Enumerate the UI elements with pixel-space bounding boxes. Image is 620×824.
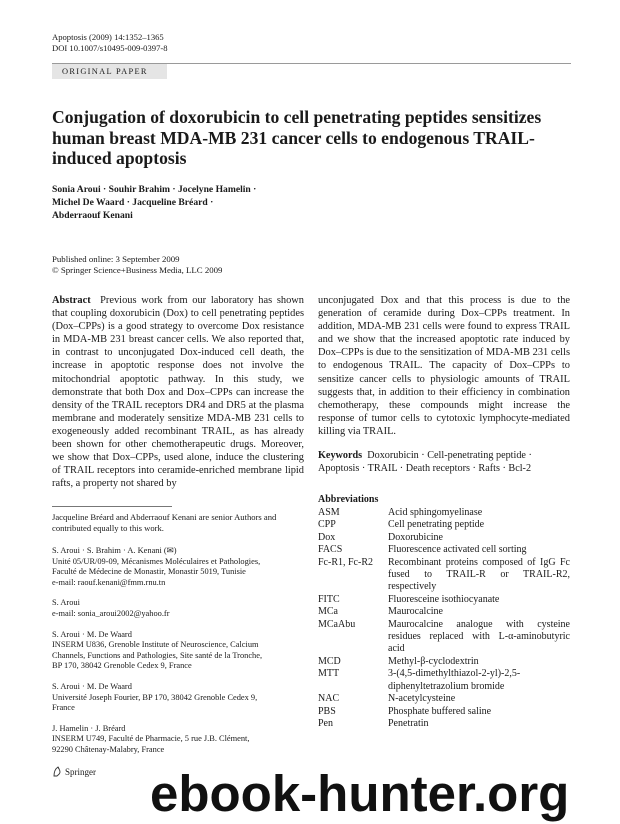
abbreviation-row — [318, 507, 570, 519]
abbreviation-term: ASM — [318, 507, 340, 518]
abbreviation-row — [318, 718, 570, 730]
footnote-rule — [52, 506, 172, 507]
abbreviation-definition: N-acetylcysteine — [388, 693, 456, 705]
affiliation-line: Université Joseph Fourier, BP 170, 38042 Grenoble Cedex 9, — [52, 692, 258, 702]
publisher-footer — [52, 766, 96, 777]
keywords-text: Doxorubicin · Cell-penetrating peptide · Apoptosis · TRAIL · Death receptors · Rafts · Bcl-2 — [318, 450, 532, 474]
affiliation-line: BP 170, 38042 Grenoble Cedex 9, France — [52, 661, 192, 671]
affiliation — [52, 546, 302, 588]
abstract-right-column — [318, 294, 570, 438]
abbreviations-title: Abbreviations — [318, 494, 379, 505]
author-line: Michel De Waard · Jacqueline Bréard · — [52, 197, 214, 208]
abbreviation-term: NAC — [318, 693, 340, 705]
affiliation-line: S. Aroui — [52, 598, 80, 608]
abbreviation-term: CPP — [318, 519, 336, 531]
abbreviation-row — [318, 668, 570, 693]
affiliation-line: J. Hamelin · J. Bréard — [52, 723, 126, 733]
abbreviation-row — [318, 557, 570, 594]
abstract-text-right: unconjugated Dox and that this process is due to the generation of ceramide during Dox–CPPs treatment. In addition, MDA-MB 231 cells were found to express TRAIL and we show that the increased apoptotic rate induced by Dox–CPPs is due to the sensitization of MDA-MB 231 cells to endogenous TRAIL. The capacity of Dox–CPPs to sensitize cancer cells to physiologic amounts of TRAIL suggests that, in addition to their efficiency in combination chemotherapy, these compounds might increase the response of tumor cells to cytotoxic lymphocyte-mediated killing via TRAIL. — [318, 295, 570, 437]
footnote: Jacqueline Bréard and Abderraouf Kenani are senior Authors and contributed equally to this work. — [52, 512, 277, 533]
abbreviation-definition: Maurocalcine — [388, 606, 443, 618]
affiliation — [52, 630, 302, 672]
affiliation-line: Faculté de Médecine de Monastir, Monastir 5019, Tunisie — [52, 567, 246, 577]
abstract-label: Abstract — [52, 295, 91, 306]
abbreviations-list — [318, 507, 570, 730]
abbreviation-row — [318, 706, 570, 718]
abbreviation-term: MTT — [318, 668, 340, 680]
affiliation-line: INSERM U836, Grenoble Institute of Neuroscience, Calcium — [52, 640, 259, 650]
affiliation-email[interactable]: e-mail: sonia_aroui2002@yahoo.fr — [52, 608, 170, 618]
copyright: © Springer Science+Business Media, LLC 2009 — [52, 265, 223, 275]
doi: DOI 10.1007/s10495-009-0397-8 — [52, 43, 168, 53]
abbreviation-definition: Doxorubicine — [388, 531, 443, 543]
abbreviation-definition: 3-(4,5-dimethylthiazol-2-yl)-2,5-diphenyltetrazolium bromide — [388, 668, 521, 692]
springer-horse-icon — [52, 766, 62, 777]
affiliation-line: 92290 Châtenay-Malabry, France — [52, 744, 165, 754]
abbreviation-definition: Cell penetrating peptide — [388, 519, 485, 531]
abbreviation-term: Fc-R1, Fc-R2 — [318, 556, 373, 568]
abbreviation-row — [318, 594, 570, 606]
abstract-left-column — [52, 294, 304, 490]
abbreviation-definition: Fluoresceine isothiocyanate — [388, 593, 500, 605]
abbreviation-term: FITC — [318, 593, 340, 605]
affiliation-email[interactable]: e-mail: raouf.kenani@fmm.rnu.tn — [52, 577, 166, 587]
affiliations — [52, 546, 302, 766]
affiliation-line: S. Aroui · M. De Waard — [52, 681, 132, 691]
abbreviation-term: MCD — [318, 655, 341, 667]
journal-citation: Apoptosis (2009) 14:1352–1365 — [52, 32, 164, 42]
publisher-name: Springer — [65, 766, 96, 777]
abbreviation-definition: Recombinant proteins composed of IgG Fc fused to TRAIL-R or TRAIL-R2, respectively — [388, 556, 570, 593]
section-label: ORIGINAL PAPER — [52, 64, 167, 79]
abbreviation-term: MCaAbu — [318, 618, 356, 630]
abbreviation-definition: Methyl-β-cyclodextrin — [388, 655, 479, 667]
abbreviation-definition: Penetratin — [388, 717, 429, 729]
abbreviation-term: PBS — [318, 705, 336, 717]
abbreviation-row — [318, 544, 570, 556]
affiliation-line: S. Aroui · S. Brahim · A. Kenani (✉) — [52, 546, 177, 555]
keywords — [318, 449, 570, 475]
abbreviation-row — [318, 656, 570, 668]
abbreviation-term: Dox — [318, 531, 336, 543]
author-list — [52, 183, 352, 222]
affiliation — [52, 682, 302, 714]
affiliation-line: S. Aroui · M. De Waard — [52, 629, 132, 639]
abbreviation-definition: Acid sphingomyelinase — [388, 507, 483, 518]
watermark: ebook-hunter.org — [150, 765, 570, 822]
abbreviation-row — [318, 519, 570, 531]
abbreviation-term: FACS — [318, 544, 343, 556]
abbreviation-row — [318, 619, 570, 656]
affiliation-line: INSERM U749, Faculté de Pharmacie, 5 rue J.B. Clément, — [52, 734, 250, 744]
abbreviation-row — [318, 606, 570, 618]
paper-title: Conjugation of doxorubicin to cell penetrating peptides sensitizes human breast MDA-MB 231 cancer cells to endogenous TRAIL-induced apoptosis — [52, 107, 542, 168]
affiliation-line: France — [52, 703, 75, 713]
keywords-label: Keywords — [318, 450, 363, 461]
abstract-text-left: Previous work from our laboratory has shown that coupling doxorubicin (Dox) to cell penetrating peptides (Dox–CPPs) is a good strategy to overcome Dox resistance in MDA-MB 231 breast cancer cells. We also reported that, in contrast to unconjugated Dox-induced cell death, the increase in apoptotic response does not involve the mitochondrial apoptotic pathway. In this study, we demonstrate that both Dox and Dox–CPPs can increase the density of the TRAIL receptors DR4 and DR5 at the plasma membrane and moderately sensitize MDA-MB 231 cells to exogeneously added recombinant TRAIL, as has already been shown for other chemotherapeutic drugs. Moreover, we show that Dox–CPPs, used alone, induce the clustering of TRAIL receptors into ceramide-enriched membrane lipid rafts, a property not shared by — [52, 295, 304, 490]
abbreviation-term: MCa — [318, 606, 338, 618]
abbreviation-definition: Fluorescence activated cell sorting — [388, 544, 527, 556]
affiliation-line: Channels, Functions and Pathologies, Site santé de la Tronche, — [52, 650, 263, 660]
abbreviation-definition: Maurocalcine analogue with cysteine residues replaced with L-α-aminobutyric acid — [388, 618, 570, 655]
published-date: Published online: 3 September 2009 — [52, 254, 180, 264]
affiliation — [52, 724, 302, 756]
affiliation-line: Unité 05/UR/09-09, Mécanismes Moléculaires et Pathologies, — [52, 556, 261, 566]
abbreviation-row — [318, 693, 570, 705]
affiliation — [52, 598, 302, 619]
abbreviation-definition: Phosphate buffered saline — [388, 705, 492, 717]
publication-info — [52, 254, 222, 276]
author-line: Sonia Aroui · Souhir Brahim · Jocelyne Hamelin · — [52, 184, 257, 195]
journal-header — [52, 32, 168, 54]
author-line: Abderraouf Kenani — [52, 210, 133, 221]
abbreviation-row — [318, 532, 570, 544]
abbreviation-term: Pen — [318, 717, 333, 729]
